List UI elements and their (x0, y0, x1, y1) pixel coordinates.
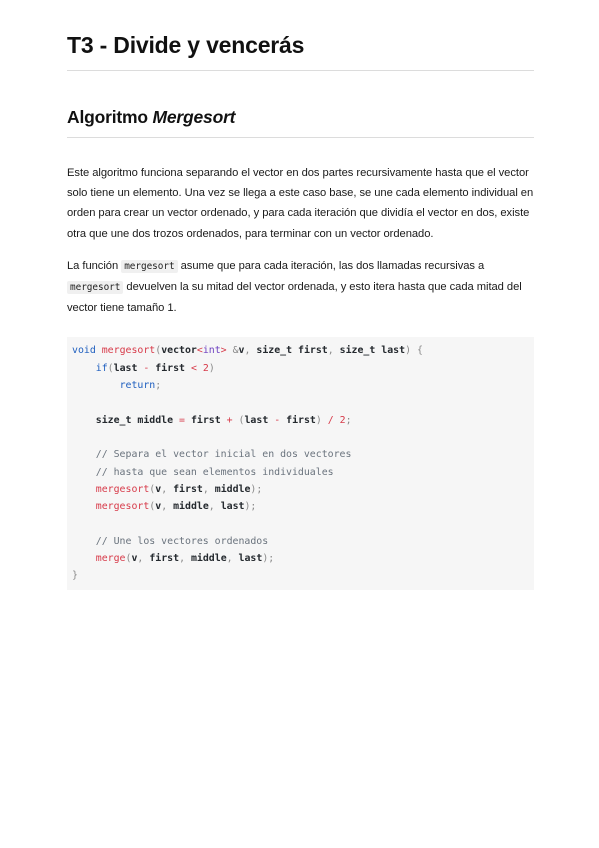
inline-code: mergesort (67, 281, 123, 294)
inline-code: mergesort (121, 260, 177, 273)
paragraph-text: asume que para cada iteración, las dos llamadas recursivas a (177, 259, 485, 272)
section-divider (67, 137, 534, 138)
code-line: mergesort(v, middle, last); (95, 501, 257, 513)
paragraph-text: La función (67, 259, 122, 272)
code-block (67, 337, 534, 589)
code-line: // Separa el vector inicial en dos vectores (95, 449, 352, 461)
page-title: T3 - Divide y vencerás (67, 32, 305, 58)
code-line: void mergesort(vector<int> &v, size_t first, size_t last) { (72, 345, 423, 357)
section-title-prefix: Algoritmo (67, 107, 153, 127)
section-title (67, 71, 534, 129)
code-line: mergesort(v, first, middle); (95, 483, 263, 495)
code-line: if(last - first < 2) (95, 362, 215, 374)
code-line: return; (119, 380, 162, 392)
paragraph-function (67, 256, 534, 319)
code-line: size_t middle = first + (last - first) / 2; (95, 414, 352, 426)
document-page (67, 0, 534, 590)
code-line: // Une los vectores ordenados (95, 535, 269, 547)
code-line: // hasta que sean elementos individuales (95, 466, 334, 478)
paragraph-text: devuelven la su mitad del vector ordenada, y esto itera hasta que cada mitad del vector tiene tamaño 1. (67, 281, 522, 315)
code-line: } (72, 570, 78, 582)
section-title-emphasis: Mergesort (152, 107, 236, 127)
paragraph-intro: Este algoritmo funciona separando el vector en dos partes recursivamente hasta que el vector solo tiene un elemento. Una vez se llega a este caso base, se une cada elemento individual en orden para crear un vector ordenado, y para cada iteración que dividía el vector en dos, existe otra que une dos trozos ordenados, para terminar con un vector ordenado. (67, 167, 534, 240)
code-line: merge(v, first, middle, last); (95, 552, 275, 564)
